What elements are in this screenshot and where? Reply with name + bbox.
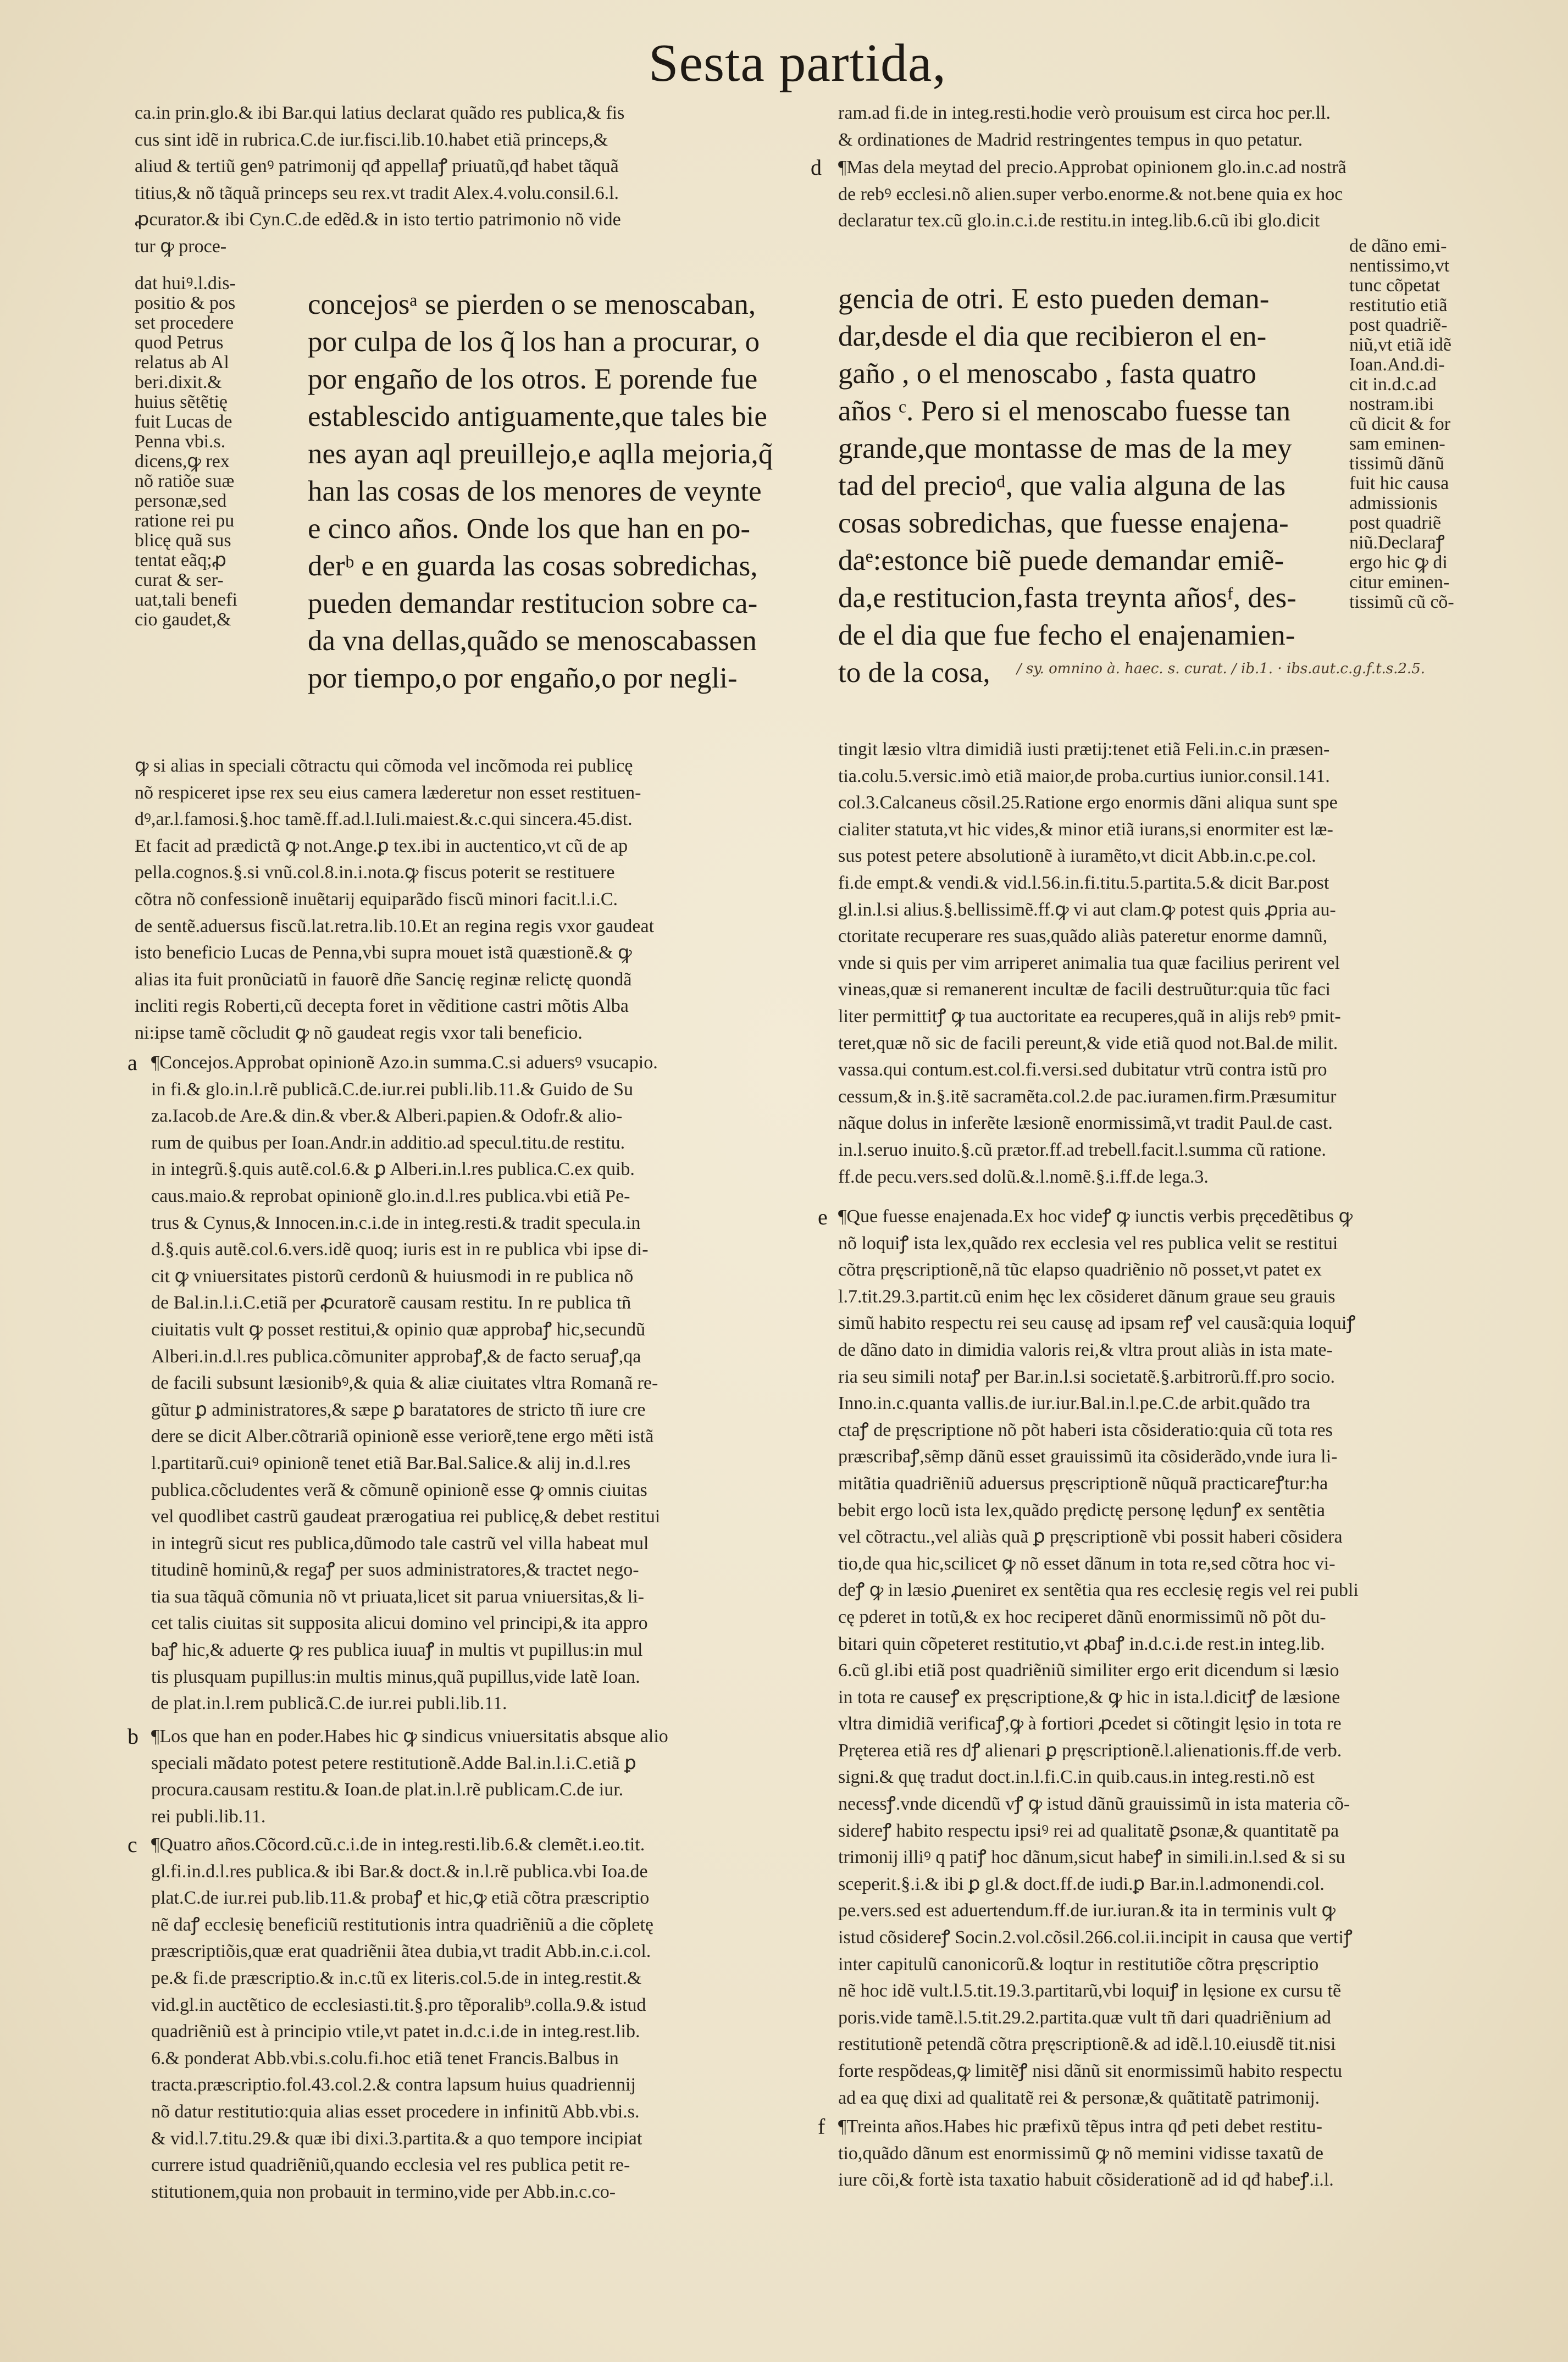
note-letter-c: c — [128, 1832, 137, 1857]
margin-line: blicę quã sus — [135, 530, 231, 551]
note-line: caus.maio.& reprobat opinionẽ glo.in.d.l.res publica.vbi etiã Pe- — [151, 1185, 630, 1206]
note-line: dere se dicit Alber.cõtrariã opinionẽ esse veriorẽ,tene ergo mẽti istã — [151, 1426, 654, 1447]
margin-line: nostram.ibi — [1349, 394, 1434, 414]
note-line: sceperit.§.i.& ibi ꝑ gl.& doct.ff.de iudi.ꝑ Bar.in.l.admonendi.col. — [838, 1873, 1325, 1894]
note-line: 6.& ponderat Abb.vbi.s.colu.fi.hoc etiã tenet Francis.Balbus in — [151, 2048, 619, 2069]
note-line: inter capitulũ canonicorũ.& loqtur in restitutiõe cõtra pręscriptio — [838, 1954, 1319, 1975]
gloss-line: ctoritate recuperare res suas,quãdo aliàs pateretur enorme damnũ, — [838, 926, 1328, 947]
margin-line: Penna vbi.s. — [135, 431, 226, 452]
note-line: tis plusquam pupillus:in multis minus,quã pupillus,vide latẽ Ioan. — [151, 1666, 640, 1687]
note-line: trus & Cynus,& Innocen.in.c.i.de in integ.resti.& tradit specula.in — [151, 1212, 641, 1233]
note-a — [151, 1050, 830, 1718]
margin-line: personæ,sed — [135, 491, 227, 511]
gloss-line: cessum,& in.§.itẽ sacramẽta.col.2.de pac.iuramen.firm.Præsumitur — [838, 1086, 1337, 1107]
main-text-line: han las cosas de los menores de veynte — [308, 475, 762, 507]
note-line: vel cõtractu.,vel aliàs quã ꝑ pręscriptionẽ vbi possit haberi cõsidera — [838, 1527, 1343, 1548]
gloss-line: vineas,quæ si remanerent incultæ de facili destruũtur:quia tũc faci — [838, 979, 1331, 1000]
gloss-line: nõ respiceret ipse rex seu eius camera læderetur non esset restituen- — [135, 782, 641, 803]
note-letter-f: f — [818, 2114, 825, 2139]
note-line: plat.C.de iur.rei pub.lib.11.& probaꝭ et hic,ꝙ etiã cõtra præscriptio — [151, 1888, 650, 1909]
note-line: tio,quãdo dãnum est enormissimũ ꝙ nõ memini vidisse taxatũ de — [838, 2143, 1323, 2164]
gloss-line: tingit læsio vltra dimidiã iusti prætij:tenet etiã Feli.in.c.in præsen- — [838, 739, 1330, 759]
note-line: d.§.quis autẽ.col.6.vers.idẽ quoq; iuris est in re publica vbi ipse di- — [151, 1239, 649, 1260]
margin-line: dat huiꝰ.l.dis- — [135, 273, 236, 293]
note-line: tia sua tãquã cõmunia nõ vt priuata,licet sit parua vniuersitas,& li- — [151, 1586, 644, 1607]
note-line: publica.cõcludentes verã & cõmunẽ opinionẽ esse ꝙ omnis ciuitas — [151, 1479, 647, 1500]
main-text-line: gaño , o el menoscabo , fasta quatro — [838, 358, 1256, 390]
note-line: bebit ergo locũ ista lex,quãdo prędictę personę lędunꝭ ex sentẽtia — [838, 1500, 1325, 1521]
main-text-line: por tiempo,o por engaño,o por negli- — [308, 662, 738, 694]
margin-line: dicens,ꝙ rex — [135, 451, 230, 472]
gloss-line: gl.in.l.si alius.§.bellissimẽ.ff.ꝙ vi aut clam.ꝙ potest quis ꝓpria au- — [838, 899, 1336, 920]
main-text-line: pueden demandar restitucion sobre ca- — [308, 587, 758, 619]
margin-line: nõ ratiõe suæ — [135, 471, 235, 491]
margin-line: curat & ser- — [135, 570, 224, 590]
gloss-line: cõtra nõ confessionẽ inuẽtarij equiparãdo fiscũ minori facit.l.i.C. — [135, 889, 618, 910]
margin-line: tissimũ dãnũ — [1349, 453, 1444, 474]
note-line: nõ loquiꝭ ista lex,quãdo rex ecclesia vel res publica velit se restitui — [838, 1233, 1338, 1254]
note-line: restitutionẽ petendã cõtra pręscriptionẽ.& ad idẽ.l.10.eiusdẽ tit.nisi — [838, 2034, 1336, 2055]
note-line: ¶Treinta años.Habes hic præfixũ tẽpus intra qđ peti debet restitu- — [838, 2116, 1322, 2137]
gloss-line: isto beneficio Lucas de Penna,vbi supra mouet istã quæstionẽ.& ꝙ — [135, 942, 632, 963]
note-line: vel quodlibet castrũ gaudeat prærogatiua rei publicę,& debet restitui — [151, 1506, 661, 1527]
main-text-line: gencia de otri. E esto pueden deman- — [838, 283, 1270, 315]
gloss-line: cus sint idẽ in rubrica.C.de iur.fisci.lib.10.habet etiã princeps,& — [135, 129, 608, 150]
gloss-line: tur ꝙ proce- — [135, 236, 227, 257]
note-line: istud cõsidereꝭ Socin.2.vol.cõsil.266.col.ii.incipit in causa que vertiꝭ — [838, 1927, 1353, 1948]
margin-line: ratione rei pu — [135, 511, 235, 531]
note-line: stitutionem,quia non probauit in termino,vide per Abb.in.c.co- — [151, 2181, 616, 2202]
margin-line: citur eminen- — [1349, 572, 1450, 592]
note-line: in fi.& glo.in.l.rẽ publicã.C.de.iur.rei publi.lib.11.& Guido de Su — [151, 1079, 633, 1100]
note-line: 6.cũ gl.ibi etiã post quadriẽniũ similiter ergo erit dicendum si læsio — [838, 1660, 1339, 1681]
gloss-line: fi.de empt.& vendi.& vid.l.56.in.fi.titu.5.partita.5.& dicit Bar.post — [838, 872, 1329, 893]
note-line: in integrũ.§.quis autẽ.col.6.& ꝑ Alberi.in.l.res publica.C.ex quib. — [151, 1159, 635, 1180]
note-line: currere istud quadriẽniũ,quando ecclesia vel res publica petit re- — [151, 2155, 630, 2176]
margin-line: admissionis — [1349, 493, 1438, 513]
note-line: cit ꝙ vniuersitates pistorũ cerdonũ & huiusmodi in re publica nõ — [151, 1266, 634, 1287]
main-text-line: establescido antiguamente,que tales bie — [308, 401, 767, 433]
gloss-line: sus potest petere absolutionẽ à iuramẽto,vt dicit Abb.in.c.pe.col. — [838, 846, 1316, 867]
gloss-line: vnde si quis per vim arriperet animalia tua quæ facilius perirent vel — [838, 952, 1340, 973]
main-text-line: grande,que montasse de mas de la mey — [838, 433, 1292, 464]
margin-line: sam eminen- — [1349, 434, 1445, 454]
margin-line: beri.dixit.& — [135, 372, 222, 392]
gloss-line: in.l.seruo inuito.§.cũ prætor.ff.ad trebell.facit.l.summa cũ ratione. — [838, 1139, 1326, 1160]
gloss-line: ni:ipse tamẽ cõcludit ꝙ nõ gaudeat regis vxor tali beneficio. — [135, 1022, 583, 1043]
note-line: titudinẽ hominũ,& regaꝭ per suos administratores,& tractet nego- — [151, 1560, 639, 1581]
left-gloss-bottom — [135, 753, 830, 1050]
note-line: cõtra pręscriptionẽ,nã tũc elapso quadriẽnio nõ posset,vt patet ex — [838, 1260, 1322, 1280]
gloss-line: alias ita fuit pronũciatũ in fauorẽ dñe Sancię reginæ relictę quondã — [135, 969, 632, 990]
main-text-line: por culpa de los q̃ los han a procurar, o — [308, 326, 760, 358]
note-line: mitãtia quadriẽniũ aduersus pręscriptionẽ nũquã practicareꝭtur:ha — [838, 1473, 1328, 1494]
note-e — [838, 1204, 1509, 2113]
gloss-line: ꝙ si alias in speciali cõtractu qui cõmoda vel incõmoda rei publicę — [135, 756, 633, 776]
margin-line: huius sẽtẽtię — [135, 392, 228, 412]
margin-line: cit in.d.c.ad — [1349, 374, 1437, 395]
margin-line: relatus ab Al — [135, 352, 229, 373]
main-text-line: dar,desde el dia que recibieron el en- — [838, 320, 1267, 352]
margin-line: restitutio etiã — [1349, 295, 1448, 315]
gloss-line: cialiter statuta,vt hic vides,& minor etiã iurans,si enormiter est læ- — [838, 819, 1333, 840]
gloss-line: col.3.Calcaneus cõsil.25.Ratione ergo enormis dãni aliqua sunt spe — [838, 792, 1338, 813]
right-gloss-margin — [1349, 236, 1509, 725]
note-line: bitari quin cõpeteret restitutio,vt ꝓbaꝭ in.d.c.i.de rest.in integ.lib. — [838, 1633, 1325, 1654]
note-d — [838, 154, 1509, 237]
note-line: ¶Concejos.Approbat opinionẽ Azo.in summa.C.si aduersꝰ vsucapio. — [151, 1052, 658, 1073]
note-line: tracta.præscriptio.fol.43.col.2.& contra lapsum huius quadriennij — [151, 2075, 636, 2095]
note-line: iure cõi,& fortè ista taxatio habuit cõsiderationẽ ad id qđ habeꝭ.i.l. — [838, 2170, 1334, 2191]
margin-line: positio & pos — [135, 293, 236, 313]
note-line: simũ habito respectu rei seu causę ad ipsam reꝭ vel causã:quia loquiꝭ — [838, 1313, 1356, 1334]
gloss-line: aliud & tertiũ genꝰ patrimonij qđ appellaꝭ priuatũ,qđ habet tãquã — [135, 156, 619, 177]
margin-line: fuit hic causa — [1349, 473, 1449, 494]
main-text-line: daᵉ:estonce biẽ puede demandar emiẽ- — [838, 545, 1284, 576]
note-line: ¶Mas dela meytad del precio.Approbat opinionem glo.in.c.ad nostrã — [838, 157, 1347, 178]
note-line: ¶Quatro años.Cõcord.cũ.c.i.de in integ.resti.lib.6.& clemẽt.i.eo.tit. — [151, 1834, 645, 1855]
note-line: ¶Los que han en poder.Habes hic ꝙ sindicus vniuersitatis absque alio — [151, 1726, 668, 1746]
note-line: forte respõdeas,ꝙ limitẽꝭ nisi dãnũ sit enormissimũ habito respectu — [838, 2061, 1342, 2081]
note-letter-a: a — [128, 1050, 137, 1075]
note-line: nõ datur restitutio:quia alias esset procedere in infinitũ Abb.vbi.s. — [151, 2101, 640, 2122]
note-line: vid.gl.in auctẽtico de ecclesiasti.tit.§.pro tẽporalib⁹.colla.9.& istud — [151, 1994, 646, 2015]
note-line: cet talis ciuitas sit supposita alicui domino vel principi,& ita appro — [151, 1613, 648, 1634]
note-line: & vid.l.7.titu.29.& quæ ibi dixi.3.partita.& a quo tempore incipiat — [151, 2128, 642, 2149]
main-text-line: concejosᵃ se pierden o se menoscaban, — [308, 289, 756, 320]
note-line: ctaꝭ de pręscriptione nõ põt haberi ista cõsideratio:quia cũ tota res — [838, 1420, 1333, 1440]
note-line: nẽ daꝭ ecclesię beneficiũ restitutionis intra quadriẽniũ a die cõpletę — [151, 1914, 653, 1935]
note-line: de Bal.in.l.i.C.etiã per ꝓcuratorẽ causam restitu. In re publica tñ — [151, 1293, 631, 1313]
main-text-line: por engaño de los otros. E porende fue — [308, 363, 758, 395]
gloss-line: teret,quæ nõ sic de facili pereunt,& vide etiã quod not.Bal.de milit. — [838, 1033, 1338, 1054]
right-gloss-mid — [838, 736, 1509, 1198]
note-letter-d: d — [811, 155, 822, 180]
note-line: l.7.tit.29.3.partit.cũ enim hęc lex cõsideret dãnum graue seu grauis — [838, 1286, 1336, 1307]
note-line: sidereꝭ habito respectu ipsiꝰ rei ad qualitatẽ ꝑsonæ,& quantitatẽ pa — [838, 1820, 1339, 1841]
note-line: de dãno dato in dimidia valoris rei,& vltra prout aliàs in ista mate- — [838, 1339, 1333, 1360]
gloss-line: ca.in prin.glo.& ibi Bar.qui latius declarat quãdo res publica,& fis — [135, 103, 625, 123]
handwritten-annotation: / sy. omnino à. haec. s. curat. / ib.1. · ibs.aut.c.g.f.t.s.2.5. — [1017, 661, 1426, 677]
note-line: pe.& fi.de præscriptio.& in.c.tũ ex literis.col.5.de in integ.restit.& — [151, 1967, 642, 1988]
margin-line: niũ.Declaraꝭ — [1349, 533, 1445, 553]
left-main-text — [308, 286, 813, 703]
note-line: baꝭ hic,& aduerte ꝙ res publica iuuaꝭ in multis vt pupillus:in mul — [151, 1640, 643, 1661]
note-letter-b: b — [128, 1724, 138, 1749]
main-text-line: derᵇ e en guarda las cosas sobredichas, — [308, 550, 758, 582]
gloss-line: & ordinationes de Madrid restringentes tempus in quo petatur. — [838, 129, 1303, 150]
note-line: cę pderet in totũ,& ex hoc reciperet dãnũ enormissimũ nõ põt du- — [838, 1606, 1326, 1627]
note-line: Alberi.in.d.l.res publica.cõmuniter approbaꝭ,& de facto seruaꝭ,qa — [151, 1346, 641, 1367]
note-line: præscribaꝭ,sẽmp dãnũ esset grauissimũ ita cõsiderãdo,vnde iura li- — [838, 1446, 1338, 1467]
note-line: quadriẽniũ est à principio vtile,vt patet in.d.c.i.de in integ.rest.lib. — [151, 2021, 640, 2042]
note-line: pe.vers.sed est aduertendum.ff.de iur.iuran.& ita in terminis vult ꝙ — [838, 1900, 1336, 1921]
margin-line: tissimũ cũ cõ- — [1349, 592, 1454, 612]
main-text-line: e cinco años. Onde los que han en po- — [308, 513, 751, 545]
gloss-line: pella.cognos.§.si vnũ.col.8.in.i.nota.ꝙ fiscus poterit se restituere — [135, 862, 615, 883]
note-line: Pręterea etiã res dꝭ alienari ꝑ pręscriptionẽ.l.alienationis.ff.de verb. — [838, 1740, 1342, 1761]
note-line: tio,de qua hic,scilicet ꝙ nõ esset dãnum in tota re,sed cõtra hoc vi- — [838, 1553, 1336, 1574]
note-line: vltra dimidiã verificaꝭ,ꝙ à fortiori ꝓcedet si cõtingit lęsio in tota re — [838, 1714, 1342, 1734]
note-line: de plat.in.l.rem publicã.C.de iur.rei publi.lib.11. — [151, 1693, 507, 1714]
note-b — [151, 1723, 830, 1833]
gloss-line: de sentẽ.aduersus fiscũ.lat.retra.lib.10.Et an regina regis vxor gaudeat — [135, 916, 655, 936]
gloss-line: liter permittitꝭ ꝙ tua auctoritate ea recuperes,quã in alijs rebꝰ pmit- — [838, 1006, 1341, 1027]
margin-line: Ioan.And.di- — [1349, 354, 1445, 375]
running-head: Sesta partida, — [649, 34, 946, 93]
note-line: procura.causam restitu.& Ioan.de plat.in.l.rẽ publicam.C.de iur. — [151, 1779, 624, 1800]
note-line: signi.& quę tradut doct.in.l.fi.C.in quib.caus.in integ.resti.nõ est — [838, 1767, 1315, 1788]
margin-line: cũ dicit & for — [1349, 414, 1451, 434]
main-text-line: nes ayan aql preuillejo,e aqlla mejoria,q̃ — [308, 438, 773, 470]
gloss-line: dꝰ,ar.l.famosi.§.hoc tamẽ.ff.ad.l.Iuli.maiest.&.c.qui sincera.45.dist. — [135, 809, 633, 830]
left-gloss-top — [135, 100, 830, 265]
main-text-line: años ᶜ. Pero si el menoscabo fuesse tan — [838, 395, 1291, 427]
note-line: de facili subsunt læsionibꝰ,& quia & aliæ ciuitates vltra Romanã re- — [151, 1373, 658, 1394]
main-text-line: to de la cosa, — [838, 657, 990, 689]
note-line: in tota re causeꝭ ex pręscriptione,& ꝙ hic in ista.l.dicitꝭ de læsione — [838, 1687, 1340, 1707]
margin-line: cio gaudet,& — [135, 609, 231, 630]
note-line: poris.vide tamẽ.l.5.tit.29.2.partita.quæ vult tñ dari quadriẽnium ad — [838, 2007, 1332, 2028]
note-line: ¶Que fuesse enajenada.Ex hoc videꝭ ꝙ iunctis verbis pręcedẽtibus ꝙ — [838, 1206, 1353, 1227]
note-line: ciuitatis vult ꝙ posset restitui,& opinio quæ approbaꝭ hic,secundũ — [151, 1319, 646, 1340]
margin-line: ergo hic ꝙ di — [1349, 552, 1448, 573]
note-line: rei publi.lib.11. — [151, 1806, 266, 1827]
note-line: ria seu simili notaꝭ per Bar.in.l.si societatẽ.§.arbitrorũ.ff.pro socio. — [838, 1366, 1336, 1387]
gloss-line: nãque dolus in inferẽte læsionẽ enormissimã,vt tradit Paul.de cast. — [838, 1113, 1333, 1134]
gloss-line: ff.de pecu.vers.sed dolũ.&.l.nomẽ.§.i.ff.de lega.3. — [838, 1166, 1209, 1187]
gloss-line: ꝓcurator.& ibi Cyn.C.de edẽd.& in isto tertio patrimonio nõ vide — [135, 209, 621, 230]
gloss-line: tia.colu.5.versic.imò etiã maior,de proba.curtius iunior.consil.141. — [838, 766, 1330, 786]
gloss-line: titius,& nõ tãquã princeps seu rex.vt tradit Alex.4.volu.consil.6.l. — [135, 182, 619, 203]
note-c — [151, 1832, 830, 2208]
left-gloss-margin — [135, 274, 294, 768]
note-line: za.Iacob.de Are.& din.& vber.& Alberi.papien.& Odofr.& alio- — [151, 1106, 623, 1127]
margin-line: tentat eãq;ꝓ — [135, 550, 226, 570]
note-line: necessꝭ.vnde dicendũ vꝭ ꝙ istud dãnũ grauissimũ in ista materia cõ- — [838, 1794, 1350, 1815]
note-line: Inno.in.c.quanta vallis.de iur.iur.Bal.in.l.pe.C.de arbit.quãdo tra — [838, 1393, 1311, 1414]
right-gloss-top — [838, 100, 1509, 155]
note-line: præscriptiõis,quæ erat quadriẽnii ãtea dubia,vt tradit Abb.in.c.i.col. — [151, 1941, 651, 1962]
gloss-line: vassa.qui contum.est.col.fi.versi.sed dubitatur vtrũ contra istũ pro — [838, 1060, 1327, 1080]
margin-line: niũ,vt etiã idẽ — [1349, 335, 1452, 355]
note-line: gũtur ꝑ administratores,& sæpe ꝑ baratatores de stricto tñ iure cre — [151, 1399, 646, 1420]
margin-line: post quadriẽ- — [1349, 315, 1448, 335]
margin-line: quod Petrus — [135, 332, 224, 353]
margin-line: uat,tali benefi — [135, 590, 237, 610]
note-line: nẽ hoc idẽ vult.l.5.tit.19.3.partitarũ,vbi loquiꝭ in lęsione ex cursu tẽ — [838, 1981, 1342, 2001]
gloss-line: incliti regis Roberti,cũ decepta foret in vẽditione castri mõtis Alba — [135, 996, 629, 1017]
margin-line: tunc cõpetat — [1349, 275, 1440, 296]
gloss-line: Et facit ad prædictã ꝙ not.Ange.ꝑ tex.ibi in auctentico,vt cũ de ap — [135, 835, 628, 856]
main-text-line: de el dia que fue fecho el enajenamien- — [838, 619, 1295, 651]
note-line: rum de quibus per Ioan.Andr.in additio.ad specul.titu.de restitu. — [151, 1132, 625, 1153]
margin-line: post quadriẽ — [1349, 513, 1442, 533]
margin-line: de dãno emi- — [1349, 236, 1447, 256]
note-line: gl.fi.in.d.l.res publica.& ibi Bar.& doct.& in.l.rẽ publica.vbi Ioa.de — [151, 1861, 648, 1882]
note-line: speciali mãdato potest petere restitutionẽ.Adde Bal.in.l.i.C.etiã ꝑ — [151, 1753, 636, 1773]
note-line: in integrũ sicut res publica,dũmodo tale castrũ vel villa habeat mul — [151, 1533, 649, 1554]
margin-line: nentissimo,vt — [1349, 256, 1450, 276]
note-line: trimonij illiꝰ q patiꝭ hoc dãnum,sicut habeꝭ in simili.in.l.sed & si su — [838, 1847, 1345, 1868]
note-letter-e: e — [818, 1205, 828, 1229]
main-text-line: tad del precioᵈ, que valia alguna de las — [838, 470, 1286, 502]
note-line: l.partitarũ.cuiꝰ opinionẽ tenet etiã Bar.Bal.Salice.& alij in.d.l.res — [151, 1452, 631, 1473]
note-line: deꝭ ꝙ in læsio ꝓueniret ex sentẽtia qua res ecclesię regis vel rei publi — [838, 1580, 1359, 1601]
margin-line: fuit Lucas de — [135, 412, 232, 432]
note-line: de rebꝰ ecclesi.nõ alien.super verbo.enorme.& not.bene quia ex hoc — [838, 184, 1343, 204]
note-line: ad ea quę dixi ad qualitatẽ rei & personæ,& quãtitatẽ patrimonij. — [838, 2087, 1320, 2108]
main-text-line: cosas sobredichas, que fuesse enajena- — [838, 507, 1289, 539]
main-text-line: da vna dellas,quãdo se menoscabassen — [308, 625, 757, 657]
main-text-line: da,e restitucion,fasta treynta añosᶠ, des- — [838, 582, 1296, 614]
margin-line: set procedere — [135, 313, 234, 333]
gloss-line: ram.ad fi.de in integ.resti.hodie verò prouisum est circa hoc per.ll. — [838, 103, 1331, 123]
note-f — [838, 2114, 1509, 2196]
note-line: declaratur tex.cũ glo.in.c.i.de restitu.in integ.lib.6.cũ ibi glo.dicit — [838, 210, 1320, 231]
